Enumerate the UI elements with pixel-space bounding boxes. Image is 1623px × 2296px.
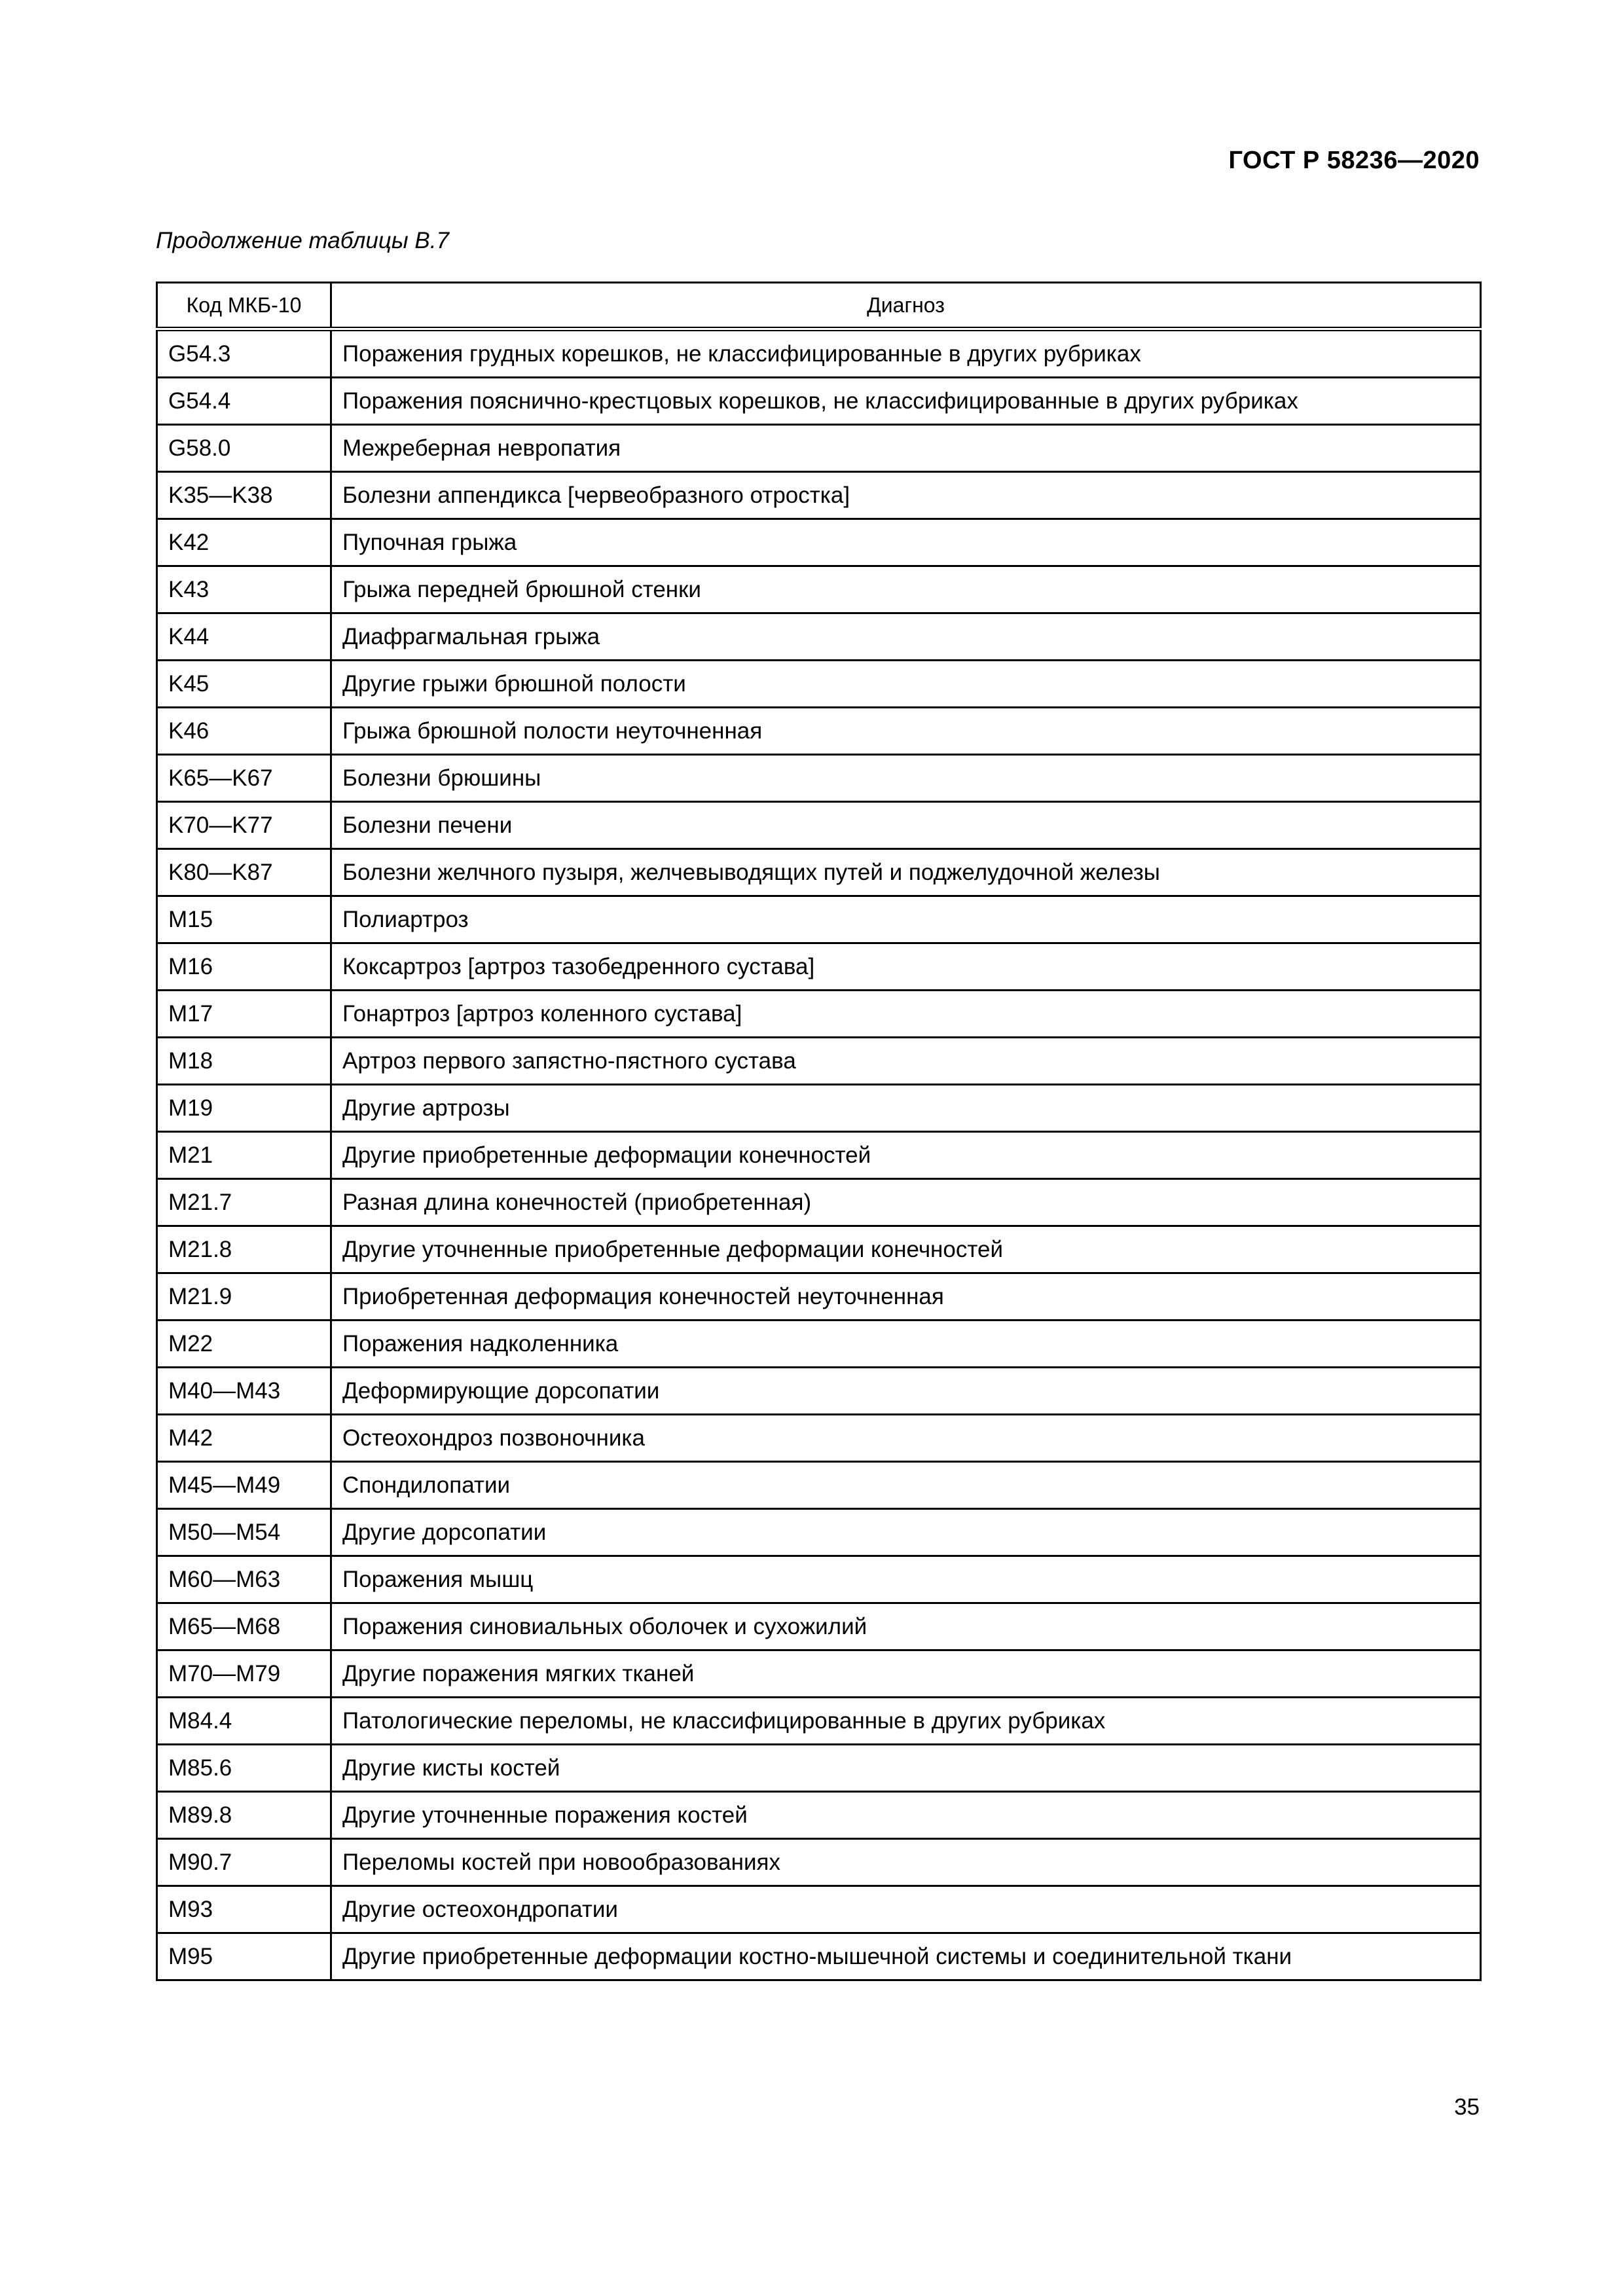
table-row [157, 566, 1481, 613]
table-row [157, 849, 1481, 896]
table-row [157, 1698, 1481, 1745]
icd-code-cell: M93 [157, 1886, 331, 1933]
icd-code-cell: M45—M49 [157, 1462, 331, 1509]
table-row [157, 1368, 1481, 1415]
diagnosis-cell: Другие грыжи брюшной полости [331, 661, 1481, 708]
diagnosis-cell: Другие кисты костей [331, 1745, 1481, 1792]
diagnosis-cell: Поражения мышц [331, 1556, 1481, 1603]
diagnosis-cell: Деформирующие дорсопатии [331, 1368, 1481, 1415]
diagnosis-cell: Поражения пояснично-крестцовых корешков, не классифицированные в других рубриках [331, 378, 1481, 425]
table-row [157, 1038, 1481, 1085]
diagnosis-cell: Грыжа передней брюшной стенки [331, 566, 1481, 613]
table-row [157, 1273, 1481, 1321]
table-row [157, 1886, 1481, 1933]
table-row [157, 1556, 1481, 1603]
diagnosis-cell: Остеохондроз позвоночника [331, 1415, 1481, 1462]
table-row [157, 943, 1481, 991]
table-row [157, 519, 1481, 566]
icd-code-cell: K42 [157, 519, 331, 566]
column-header-diagnosis: Диагноз [331, 283, 1481, 329]
icd-code-cell: M22 [157, 1321, 331, 1368]
table-row [157, 1933, 1481, 1980]
icd-code-cell: M40—M43 [157, 1368, 331, 1415]
icd-code-cell: M16 [157, 943, 331, 991]
table-row [157, 991, 1481, 1038]
table-row [157, 472, 1481, 519]
table-row [157, 755, 1481, 802]
icd-code-cell: K46 [157, 708, 331, 755]
table-row [157, 802, 1481, 849]
icd-code-cell: M85.6 [157, 1745, 331, 1792]
diagnosis-cell: Другие уточненные поражения костей [331, 1792, 1481, 1839]
table-row [157, 1603, 1481, 1650]
diagnosis-cell: Другие уточненные приобретенные деформации конечностей [331, 1226, 1481, 1273]
diagnosis-cell: Патологические переломы, не классифицированные в других рубриках [331, 1698, 1481, 1745]
diagnosis-cell: Болезни желчного пузыря, желчевыводящих путей и поджелудочной железы [331, 849, 1481, 896]
icd-code-cell: M60—M63 [157, 1556, 331, 1603]
diagnosis-cell: Приобретенная деформация конечностей неуточненная [331, 1273, 1481, 1321]
icd-code-cell: M15 [157, 896, 331, 943]
diagnosis-cell: Поражения надколенника [331, 1321, 1481, 1368]
table-row [157, 1179, 1481, 1226]
page-number: 35 [1454, 2094, 1480, 2120]
icd-code-cell: K35—K38 [157, 472, 331, 519]
icd-code-cell: M21.7 [157, 1179, 331, 1226]
diagnosis-cell: Артроз первого запястно-пястного сустава [331, 1038, 1481, 1085]
table-row [157, 1745, 1481, 1792]
diagnosis-cell: Другие приобретенные деформации конечностей [331, 1132, 1481, 1179]
icd-code-cell: M18 [157, 1038, 331, 1085]
icd-code-cell: G54.3 [157, 329, 331, 378]
icd-code-cell: K65—K67 [157, 755, 331, 802]
icd-code-cell: M21.9 [157, 1273, 331, 1321]
icd-code-cell: M19 [157, 1085, 331, 1132]
diagnosis-cell: Переломы костей при новообразованиях [331, 1839, 1481, 1886]
icd-code-cell: M89.8 [157, 1792, 331, 1839]
icd-code-cell: M42 [157, 1415, 331, 1462]
table-row [157, 1085, 1481, 1132]
icd-code-cell: M95 [157, 1933, 331, 1980]
table-row [157, 661, 1481, 708]
diagnosis-cell: Пупочная грыжа [331, 519, 1481, 566]
icd-code-cell: K44 [157, 613, 331, 661]
icd-diagnosis-table [156, 282, 1482, 1981]
diagnosis-cell: Болезни аппендикса [червеобразного отростка] [331, 472, 1481, 519]
icd-code-cell: M65—M68 [157, 1603, 331, 1650]
diagnosis-cell: Разная длина конечностей (приобретенная) [331, 1179, 1481, 1226]
diagnosis-cell: Спондилопатии [331, 1462, 1481, 1509]
diagnosis-cell: Гонартроз [артроз коленного сустава] [331, 991, 1481, 1038]
icd-code-cell: M84.4 [157, 1698, 331, 1745]
table-row [157, 1839, 1481, 1886]
icd-code-cell: G54.4 [157, 378, 331, 425]
diagnosis-cell: Другие поражения мягких тканей [331, 1650, 1481, 1698]
table-body [157, 329, 1481, 1980]
diagnosis-cell: Болезни брюшины [331, 755, 1481, 802]
diagnosis-cell: Поражения грудных корешков, не классифицированные в других рубриках [331, 329, 1481, 378]
diagnosis-cell: Коксартроз [артроз тазобедренного сустава] [331, 943, 1481, 991]
table-row [157, 1321, 1481, 1368]
icd-code-cell: M21 [157, 1132, 331, 1179]
diagnosis-cell: Другие дорсопатии [331, 1509, 1481, 1556]
diagnosis-cell: Диафрагмальная грыжа [331, 613, 1481, 661]
table-row [157, 708, 1481, 755]
diagnosis-cell: Другие приобретенные деформации костно-мышечной системы и соединительной ткани [331, 1933, 1481, 1980]
diagnosis-cell: Другие остеохондропатии [331, 1886, 1481, 1933]
table-row [157, 1462, 1481, 1509]
column-header-code: Код МКБ-10 [157, 283, 331, 329]
table-row [157, 425, 1481, 472]
diagnosis-cell: Полиартроз [331, 896, 1481, 943]
diagnosis-cell: Грыжа брюшной полости неуточненная [331, 708, 1481, 755]
table-row [157, 1226, 1481, 1273]
diagnosis-cell: Межреберная невропатия [331, 425, 1481, 472]
icd-code-cell: M50—M54 [157, 1509, 331, 1556]
table-row [157, 613, 1481, 661]
table-row [157, 896, 1481, 943]
table-row [157, 1509, 1481, 1556]
icd-code-cell: K70—K77 [157, 802, 331, 849]
table-header-row [157, 283, 1481, 329]
icd-code-cell: M21.8 [157, 1226, 331, 1273]
table-row [157, 1132, 1481, 1179]
icd-code-cell: M17 [157, 991, 331, 1038]
document-code: ГОСТ Р 58236—2020 [1228, 147, 1480, 174]
table-row [157, 378, 1481, 425]
table-row [157, 1650, 1481, 1698]
icd-code-cell: K45 [157, 661, 331, 708]
table-row [157, 1415, 1481, 1462]
diagnosis-cell: Другие артрозы [331, 1085, 1481, 1132]
table-row [157, 1792, 1481, 1839]
table-caption: Продолжение таблицы В.7 [156, 228, 449, 253]
icd-code-cell: K43 [157, 566, 331, 613]
icd-code-cell: M70—M79 [157, 1650, 331, 1698]
icd-code-cell: G58.0 [157, 425, 331, 472]
diagnosis-table-container [156, 282, 1480, 1981]
diagnosis-cell: Болезни печени [331, 802, 1481, 849]
icd-code-cell: K80—K87 [157, 849, 331, 896]
table-row [157, 329, 1481, 378]
icd-code-cell: M90.7 [157, 1839, 331, 1886]
diagnosis-cell: Поражения синовиальных оболочек и сухожилий [331, 1603, 1481, 1650]
